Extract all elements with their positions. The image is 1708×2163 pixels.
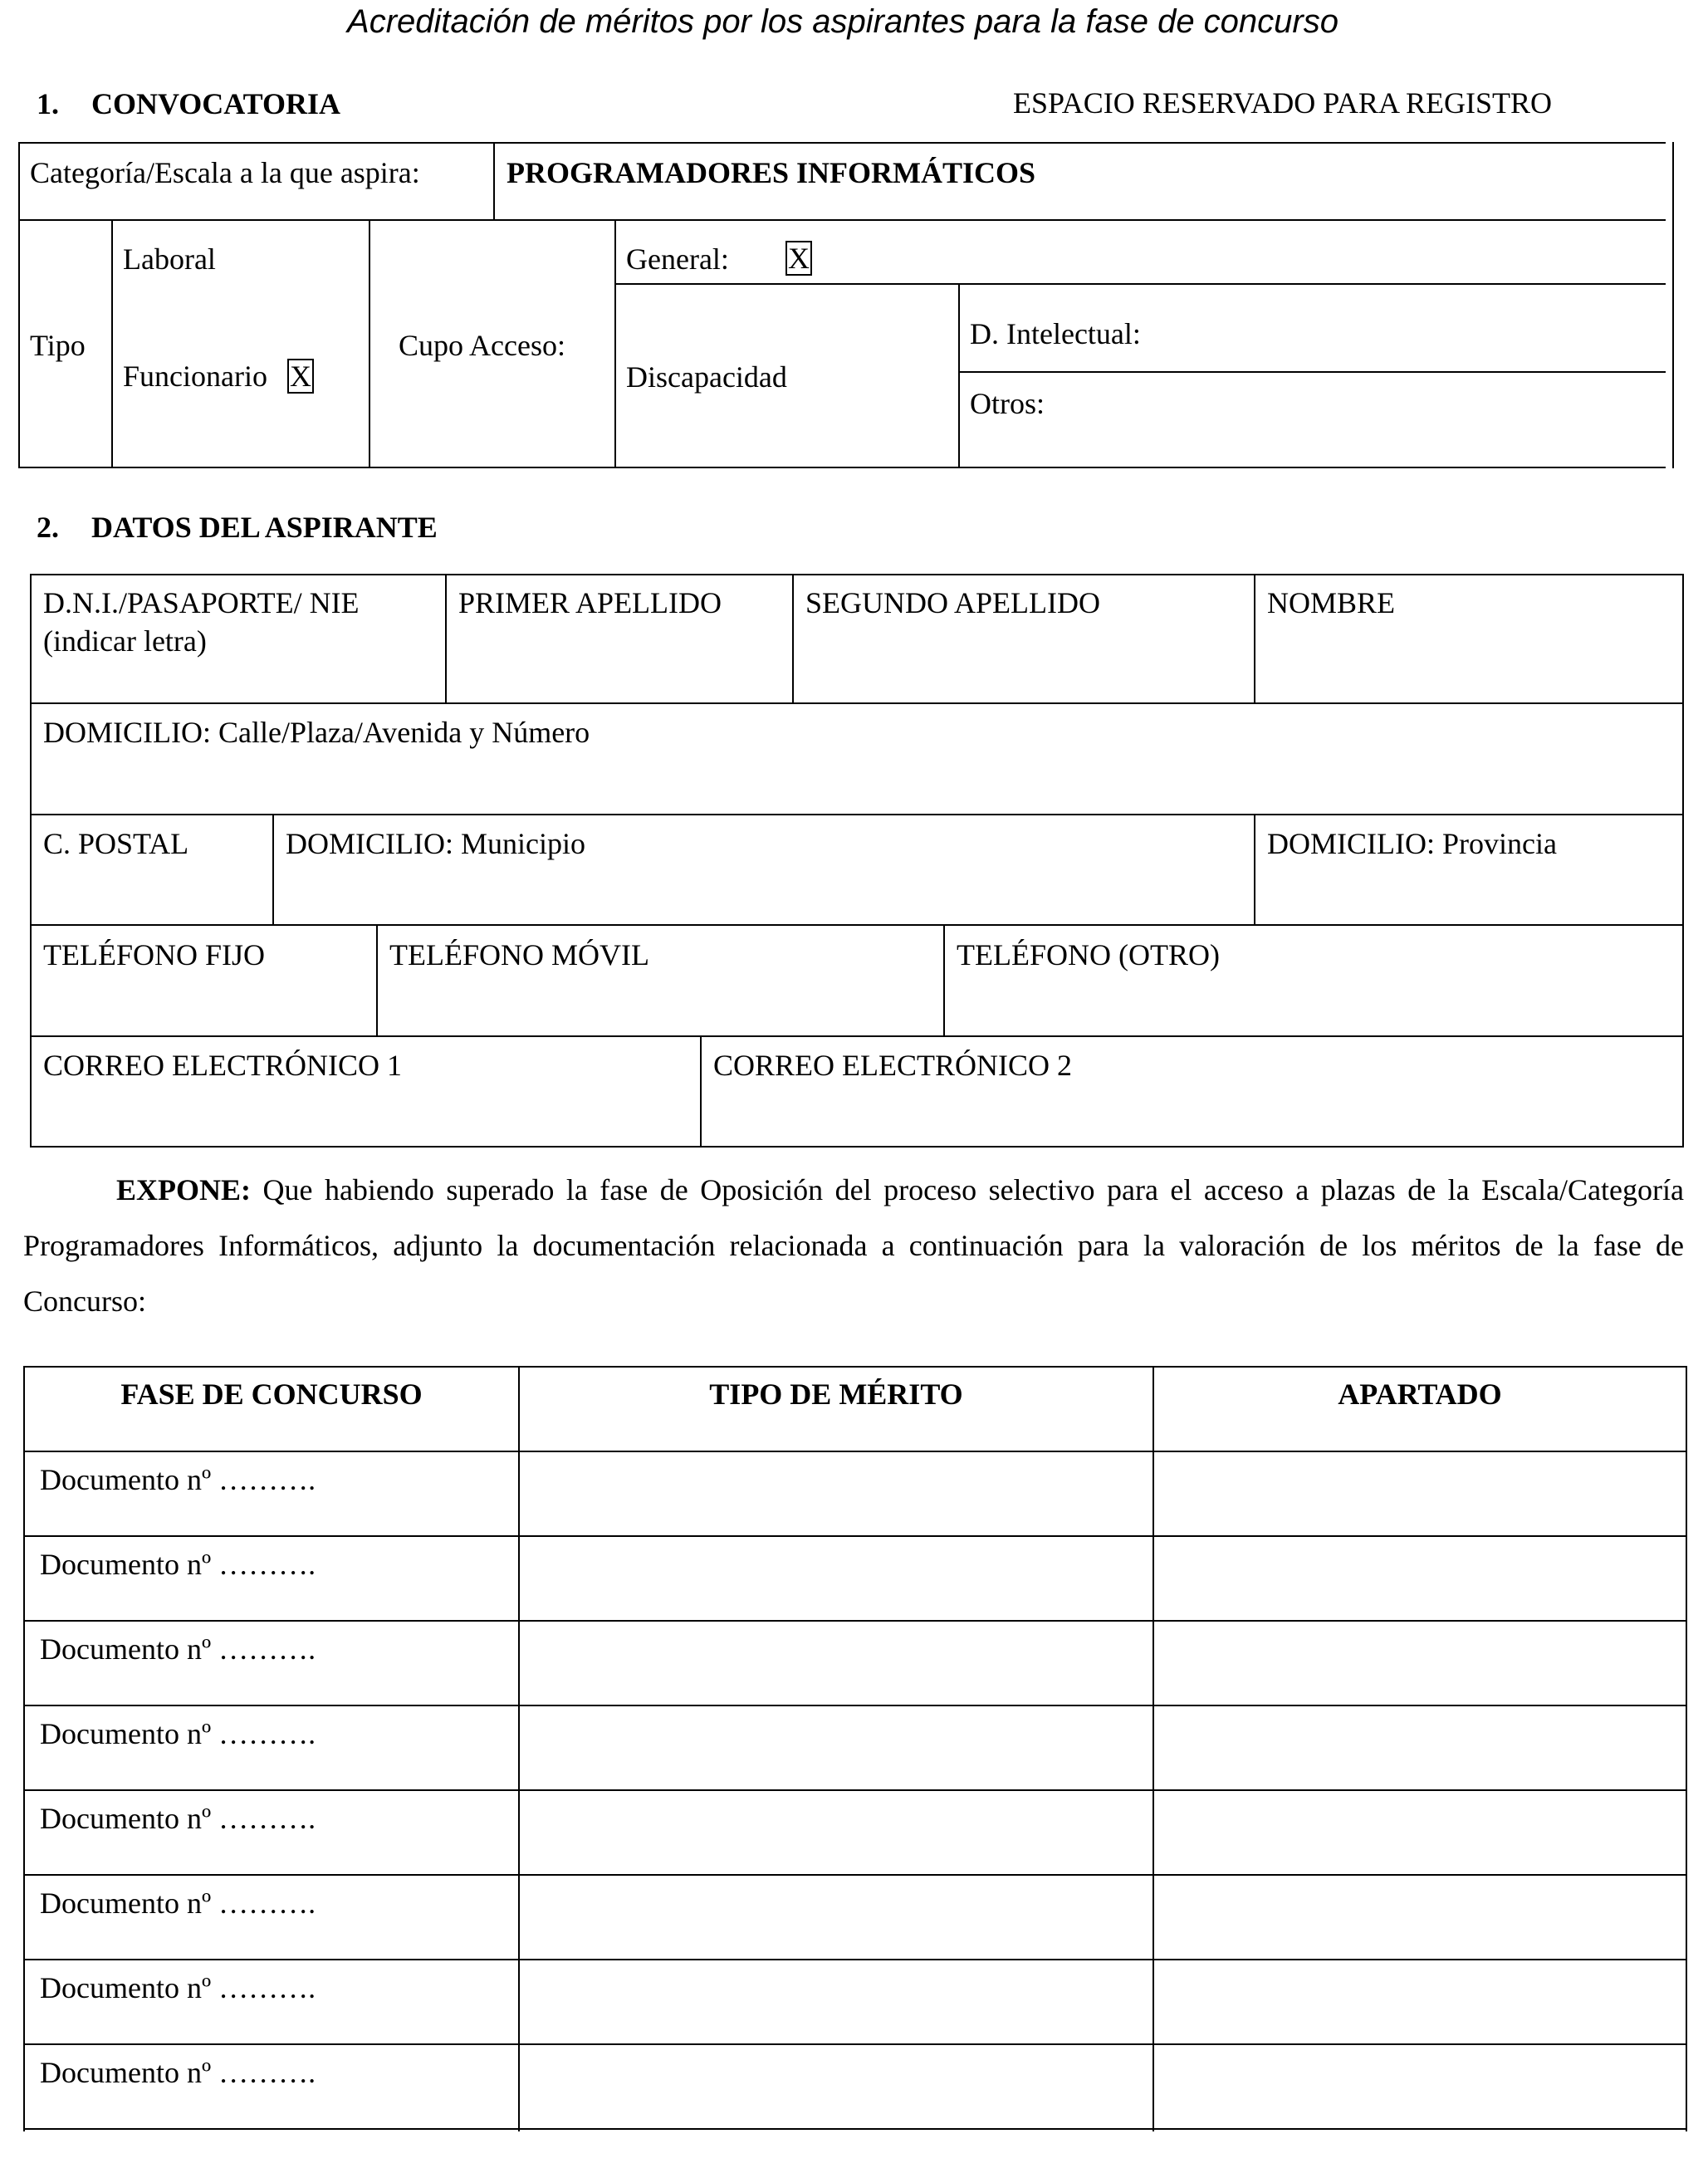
expone-lead: EXPONE: (116, 1173, 251, 1206)
telefono-movil-label: TELÉFONO MÓVIL (389, 938, 649, 971)
segundo-apellido-label: SEGUNDO APELLIDO (805, 586, 1100, 619)
section1-heading (37, 86, 340, 121)
header-fase-concurso: FASE DE CONCURSO (120, 1378, 423, 1411)
tipo-label: Tipo (30, 329, 86, 362)
document-row: Documento nº ………. (40, 1548, 316, 1581)
dni-sublabel: (indicar letra) (43, 624, 207, 658)
registry-space-label: ESPACIO RESERVADO PARA REGISTRO (1013, 86, 1552, 120)
nombre-label: NOMBRE (1267, 586, 1396, 619)
section2-heading (37, 510, 438, 545)
section2-number: 2. (37, 511, 59, 544)
domicilio-label: DOMICILIO: Calle/Plaza/Avenida y Número (43, 716, 590, 749)
telefono-otro-label: TELÉFONO (OTRO) (957, 938, 1220, 971)
municipio-label: DOMICILIO: Municipio (286, 827, 585, 860)
funcionario-option: Funcionario (123, 360, 267, 393)
provincia-label: DOMICILIO: Provincia (1267, 827, 1557, 860)
section1-number: 1. (37, 87, 59, 120)
laboral-option: Laboral (123, 242, 216, 276)
document-row: Documento nº ………. (40, 1463, 316, 1496)
header-tipo-merito: TIPO DE MÉRITO (709, 1378, 963, 1411)
document-row: Documento nº ………. (40, 1717, 316, 1750)
telefono-fijo-label: TELÉFONO FIJO (43, 938, 265, 971)
otros-option: Otros: (970, 387, 1045, 420)
general-option: General: (626, 242, 729, 276)
section1-title: CONVOCATORIA (91, 87, 340, 120)
cupo-acceso-label: Cupo Acceso: (399, 329, 565, 362)
email2-label: CORREO ELECTRÓNICO 2 (713, 1049, 1072, 1082)
intelectual-option: D. Intelectual: (970, 317, 1141, 350)
header-apartado: APARTADO (1338, 1378, 1502, 1411)
general-checkbox[interactable]: X (785, 241, 812, 276)
category-value: PROGRAMADORES INFORMÁTICOS (507, 156, 1036, 189)
email1-label: CORREO ELECTRÓNICO 1 (43, 1049, 402, 1082)
dni-label: D.N.I./PASAPORTE/ NIE (43, 586, 360, 619)
page-title: Acreditación de méritos por los aspirantes para la fase de concurso (347, 3, 1339, 40)
section2-title: DATOS DEL ASPIRANTE (91, 511, 438, 544)
expone-text: Que habiendo superado la fase de Oposición del proceso selectivo para el acceso a plazas de la Escala/Categoría Programadores Informáticos, adjunto la documentación relacionada a continuación para la valoración de los méritos de la fase de Concurso: (23, 1173, 1684, 1318)
discapacidad-label: Discapacidad (626, 360, 787, 394)
document-row: Documento nº ………. (40, 1971, 316, 2004)
document-row: Documento nº ………. (40, 2056, 316, 2089)
document-row: Documento nº ………. (40, 1887, 316, 1920)
document-row: Documento nº ………. (40, 1632, 316, 1666)
expone-paragraph (23, 1162, 1684, 1329)
document-row: Documento nº ………. (40, 1802, 316, 1835)
primer-apellido-label: PRIMER APELLIDO (458, 586, 722, 619)
category-label: Categoría/Escala a la que aspira: (30, 156, 420, 189)
funcionario-checkbox[interactable]: X (287, 359, 314, 394)
cpostal-label: C. POSTAL (43, 827, 189, 860)
